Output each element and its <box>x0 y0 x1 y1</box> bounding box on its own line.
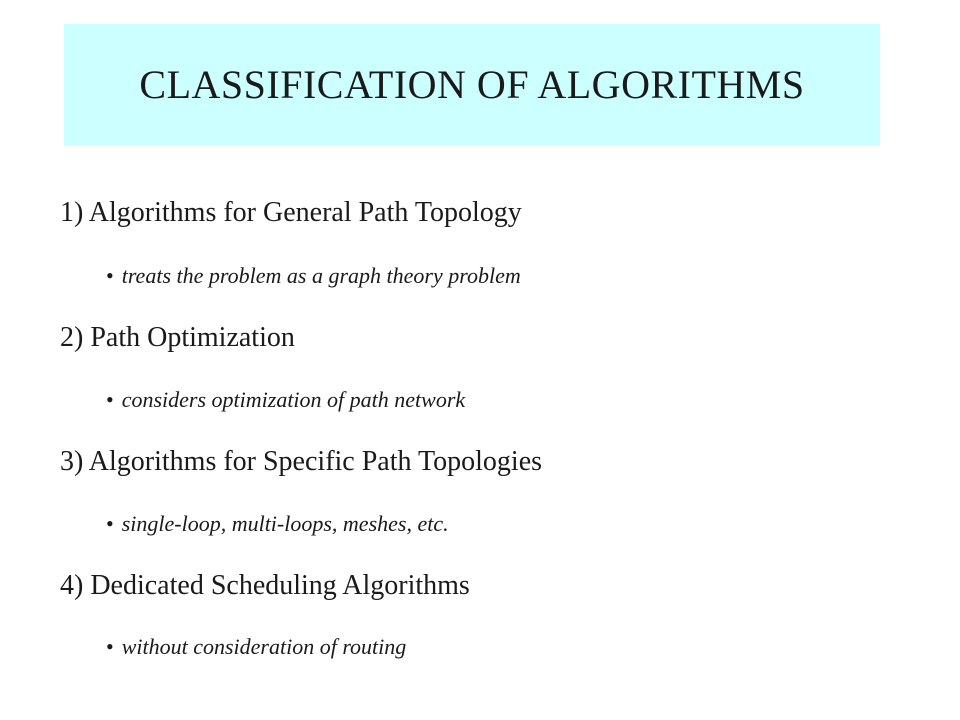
bullet-dot-icon: • <box>106 387 114 412</box>
item-bullet-4 <box>106 634 406 660</box>
item-bullet-text-2: considers optimization of path network <box>121 387 466 412</box>
item-heading-2: 2) Path Optimization <box>60 322 295 353</box>
item-heading-1: 1) Algorithms for General Path Topology <box>60 197 522 228</box>
item-bullet-3 <box>106 511 449 537</box>
item-heading-4: 4) Dedicated Scheduling Algorithms <box>60 570 470 601</box>
item-heading-3: 3) Algorithms for Specific Path Topologies <box>60 446 543 477</box>
item-bullet-text-3: single-loop, multi-loops, meshes, etc. <box>121 511 449 536</box>
bullet-dot-icon: • <box>106 634 114 659</box>
item-bullet-text-1: treats the problem as a graph theory problem <box>121 263 521 288</box>
slide-title: CLASSIFICATION OF ALGORITHMS <box>139 62 805 107</box>
item-bullet-text-4: without consideration of routing <box>121 634 407 659</box>
item-bullet-2 <box>106 387 465 413</box>
title-banner <box>64 24 880 145</box>
bullet-dot-icon: • <box>106 511 114 536</box>
bullet-dot-icon: • <box>106 263 114 288</box>
item-bullet-1 <box>106 263 521 289</box>
